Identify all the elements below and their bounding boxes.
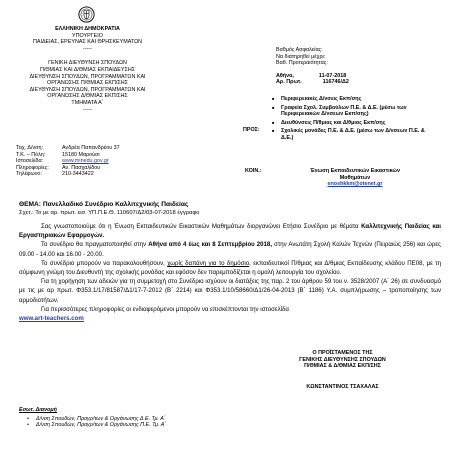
contact-label: Τ.Κ. – Πόλη: xyxy=(16,151,46,158)
cc-block xyxy=(266,168,444,188)
paragraph: Για περισσότερες πληροφορίες οι ενδιαφερόμενοι μπορούν να επισκέπτονται την ιστοσελίδα xyxy=(41,305,289,313)
contact-value: Αν. Πασχαλίδου xyxy=(62,164,101,171)
contact-row xyxy=(16,145,176,152)
retention: Να διατηρηθεί μέχρι: xyxy=(276,53,326,60)
separator: ----- xyxy=(83,45,92,52)
paragraph: Για τη χορήγηση των αδειών για τη συμμετοχή στο Συνέδριο ισχύουν οι διατάξεις της παρ. 2 του άρθρου 59 του ν. 3528/2007 (Α΄ 26) σε συνδυασμό με τις με αρ πρωτ. Φ353.1/17/81587/Δ1/17-7-2012 (Β΄ 2214) και Φ353.1/10/58660/Δ1/26-04-2013 (Β΄ 1186) Υ.Α. συμπλήρωσης – τροποποίησης των αρμοδιοτήτων. xyxy=(19,278,441,304)
website-link[interactable]: www.minedu.gov.gr xyxy=(62,158,109,165)
dept-line: ΟΡΓΑΝΩΣΗΣ Π/ΘΜΙΑΣ ΕΚΠ/ΣΗΣ xyxy=(47,80,128,87)
signatory-name: ΚΩΝΣΤΑΝΤΙΝΟΣ ΤΣΑΧΑΛΑΣ xyxy=(306,383,379,390)
cc-line: Μαθημάτων xyxy=(339,174,371,181)
priority: Βαθ. Προτεραιότητας: xyxy=(276,60,328,67)
contact-row xyxy=(16,152,176,159)
distribution-label: Εσωτ. Διανομή xyxy=(19,407,57,413)
contact-value: Ανδρέα Παπανδρέου 37 xyxy=(62,145,120,151)
protocol-number: 116746/Δ2 xyxy=(322,79,349,86)
recipient-item: ■ Περιφερειακές Δ/νσεις Εκπ/σης xyxy=(272,96,434,103)
country-title: ΕΛΛΗΝΙΚΗ ΔΗΜΟΚΡΑΤΙΑ xyxy=(55,26,120,32)
sender-header xyxy=(10,26,165,113)
contact-row xyxy=(16,171,176,178)
distribution-item: • Δ/νση Σπουδών, Προγρ/των & Οργάνωσης Π.Ε. Τμ. Α΄ xyxy=(27,422,319,429)
internal-distribution xyxy=(19,407,319,429)
subject-label: ΘΕΜΑ: xyxy=(19,201,41,208)
security-level: Βαθμός Ασφαλείας: xyxy=(276,47,323,53)
date: 11-07-2018 xyxy=(318,72,347,79)
signature-block xyxy=(245,350,440,390)
ministry-line-2: ΠΑΙΔΕΙΑΣ, ΕΡΕΥΝΑΣ ΚΑΙ ΘΡΗΣΚΕΥΜΑΤΩΝ xyxy=(32,39,143,46)
recipient-item: ■ Σχολικές μονάδες Π.Ε. & Δ.Ε. (μέσω των Δ/νσεων Π.Ε. & Δ.Ε.) xyxy=(272,128,434,141)
dept-line: ΔΙΕΥΘΥΝΣΗ ΣΠΟΥΔΩΝ, ΠΡΟΓΡΑΜΜΑΤΩΝ ΚΑΙ xyxy=(29,86,146,93)
cc-line: Ένωση Εκπαιδευτικών Εικαστικών xyxy=(310,168,400,174)
ministry-line-1: ΥΠΟΥΡΓΕΙΟ xyxy=(72,32,103,39)
contact-label: Τηλέφωνο: xyxy=(16,171,42,178)
contact-value: 15180 Μαρούσι xyxy=(62,151,100,158)
recipient-item: ■ Διευθύνσεις Π/θμιας και Δ/θμιας Εκπ/σης xyxy=(272,120,434,127)
contact-row xyxy=(16,158,176,165)
contact-label: Ταχ. Δ/νση: xyxy=(16,145,43,151)
contact-info xyxy=(16,145,176,178)
signature-title: ΓΕΝΙΚΗΣ ΔΙΕΥΘΥΝΣΗΣ ΣΠΟΥΔΩΝ xyxy=(299,356,386,363)
paragraph: Το συνέδριο θα πραγματοποιηθεί στην Αθήνα από 4 έως και 8 Σεπτεμβρίου 2018, στην Ανωτάτη Σχολή Καλών Τεχνών (Πειραιώς 256) και ώρες 09.00 - 14.00 και 16.00 - 20.00. xyxy=(19,241,441,258)
recipient-item: ■ Γραφεία Σχολ. Συμβούλων Π.Ε. & Δ.Ε. (μέσω των Περιφερειακών Δ/νσεων Εκπ/σης) xyxy=(272,105,434,118)
place-date: Αθήνα, 11-07-2018 xyxy=(276,72,347,79)
subject-reference: Σχετ.: Το με αρ. πρωτ. εισ. ΥΠ.Π.Ε.Θ. 110607/Δ2/03-07-2018 έγγραφο xyxy=(19,210,200,216)
contact-value: 210-3443422 xyxy=(62,171,94,178)
cc-label: ΚΟΙΝ.: xyxy=(245,168,262,174)
dept-line: Π/ΘΜΙΑΣ ΚΑΙ Δ/ΘΜΙΑΣ ΕΚΠΑΙΔΕΥΣΗΣ xyxy=(39,66,136,73)
paragraph: Το συνέδριο μπορούν να παρακολουθήσουν, χωρίς δαπάνη για το δημόσιο, εκπαιδευτικοί Π/θμιας και Δ/θμιας Εκπαίδευσης κλάδου ΠΕ08, με τη σύμφωνη γνώμη του Διευθυντή της σχολικής μονάδας και εφόσον δεν παρεμποδίζεται η ομαλή λειτουργία του σχολείου. xyxy=(19,259,441,277)
signature-title: Π/ΘΜΙΑΣ & Δ/ΘΜΙΑΣ ΕΚΠ/ΣΗΣ xyxy=(304,363,381,370)
signature-title: Ο ΠΡΟΪΣΤΑΜΕΝΟΣ ΤΗΣ xyxy=(312,350,373,356)
paragraph: Σας γνωστοποιούμε ότι η Ένωση Εκπαιδευτικών Εικαστικών Μαθημάτων διοργανώνει Ετήσιο Συνέδριο με θέματα Καλλιτεχνικής Παιδείας και Εργαστηριακών Εφαρμογών. xyxy=(19,223,442,240)
coat-of-arms-emblem xyxy=(78,6,95,23)
dept-line: ΓΕΝΙΚΗ ΔΙΕΥΘΥΝΣΗ ΣΠΟΥΔΩΝ xyxy=(48,60,127,67)
distribution-item: • Δ/νση Σπουδών, Προγρ/των & Οργάνωσης Δ.Ε. Τμ. Α΄ xyxy=(27,416,319,423)
contact-label: Ιστοσελίδα: xyxy=(16,158,44,165)
cc-email-link[interactable]: enoshkkm@otenet.gr xyxy=(327,181,383,188)
dept-line: ΟΡΓΑΝΩΣΗΣ Δ/ΘΜΙΑΣ ΕΚΠ/ΣΗΣ xyxy=(47,93,128,100)
protocol: Αρ. Πρωτ. 116746/Δ2 xyxy=(276,79,349,86)
contact-label: Πληροφορίες: xyxy=(16,164,49,171)
to-list xyxy=(272,96,434,142)
subject xyxy=(19,201,188,208)
separator: ----- xyxy=(83,106,92,113)
art-teachers-link[interactable]: www.art-teachers.com xyxy=(19,315,84,323)
to-label: ΠΡΟΣ: xyxy=(243,127,260,133)
letter-body xyxy=(19,222,441,323)
dept-line: ΔΙΕΥΘΥΝΣΗ ΣΠΟΥΔΩΝ, ΠΡΟΓΡΑΜΜΑΤΩΝ ΚΑΙ xyxy=(29,73,146,80)
dept-line: ΤΜΗΜΑΤΑ Α΄ xyxy=(71,99,104,106)
document-meta xyxy=(276,47,446,86)
subject-text: Πανελλαδικό Συνέδριο Καλλιτεχνικής Παιδείας xyxy=(42,201,189,208)
